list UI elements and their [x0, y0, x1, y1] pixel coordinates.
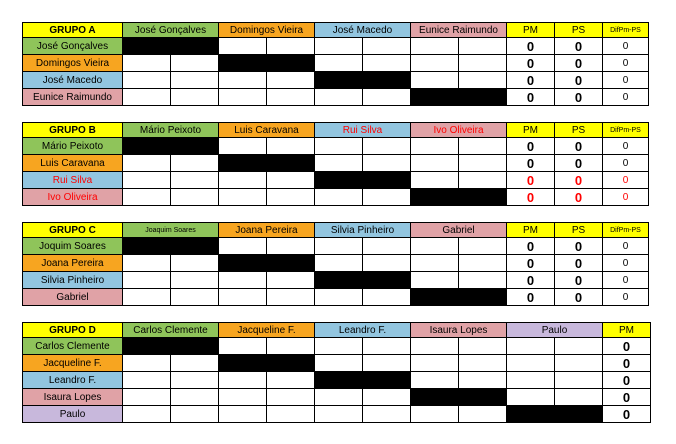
score-cell-right[interactable]	[363, 55, 411, 72]
score-cell-left[interactable]	[411, 55, 459, 72]
score-cell-right[interactable]	[267, 172, 315, 189]
score-cell-right[interactable]	[171, 289, 219, 306]
self-match-blocked-cell	[411, 389, 507, 406]
score-cell-left[interactable]	[123, 55, 171, 72]
score-cell-left[interactable]	[123, 189, 171, 206]
score-cell-left[interactable]	[123, 255, 171, 272]
score-cell-right[interactable]	[363, 289, 411, 306]
score-cell-left[interactable]	[123, 355, 171, 372]
stat-header: PM	[507, 223, 555, 238]
score-cell-left[interactable]	[411, 238, 459, 255]
score-cell-left[interactable]	[315, 389, 363, 406]
score-cell-right[interactable]	[171, 255, 219, 272]
column-header-player: Carlos Clemente	[123, 323, 219, 338]
score-cell-left[interactable]	[315, 189, 363, 206]
score-cell-right[interactable]	[459, 338, 507, 355]
score-cell-right[interactable]	[363, 406, 411, 423]
group-header-row	[23, 323, 651, 338]
self-match-blocked-cell	[315, 172, 411, 189]
score-cell-left[interactable]	[315, 238, 363, 255]
self-match-blocked-cell	[219, 355, 315, 372]
score-cell-right[interactable]	[267, 238, 315, 255]
self-match-blocked-cell	[411, 189, 507, 206]
player-row	[23, 272, 649, 289]
points-value: 0	[507, 155, 555, 172]
score-cell-left[interactable]	[411, 255, 459, 272]
difference-value: 0	[603, 272, 649, 289]
score-cell-left[interactable]	[411, 406, 459, 423]
score-cell-right[interactable]	[267, 138, 315, 155]
stat-header: PM	[603, 323, 651, 338]
row-player-name: Carlos Clemente	[23, 338, 123, 355]
self-match-blocked-cell	[219, 155, 315, 172]
score-cell-left[interactable]	[315, 255, 363, 272]
score-cell-right[interactable]	[363, 355, 411, 372]
row-player-name: Ivo Oliveira	[23, 189, 123, 206]
score-cell-right[interactable]	[555, 355, 603, 372]
self-match-blocked-cell	[123, 138, 219, 155]
column-header-player: Luis Caravana	[219, 123, 315, 138]
score-cell-left[interactable]	[123, 155, 171, 172]
score-cell-left[interactable]	[315, 289, 363, 306]
score-cell-left[interactable]	[123, 406, 171, 423]
player-row	[23, 238, 649, 255]
score-cell-right[interactable]	[171, 172, 219, 189]
score-cell-right[interactable]	[171, 89, 219, 106]
player-row	[23, 406, 651, 423]
points-value: 0	[603, 406, 651, 423]
score-cell-right[interactable]	[171, 72, 219, 89]
player-row	[23, 72, 649, 89]
player-row	[23, 189, 649, 206]
score-cell-right[interactable]	[459, 238, 507, 255]
row-player-name: José Macedo	[23, 72, 123, 89]
score-cell-right[interactable]	[459, 172, 507, 189]
group-header-row	[23, 223, 649, 238]
score-cell-right[interactable]	[555, 338, 603, 355]
column-header-player: Silvia Pinheiro	[315, 223, 411, 238]
score-cell-right[interactable]	[267, 72, 315, 89]
score-cell-left[interactable]	[315, 355, 363, 372]
score-cell-left[interactable]	[411, 72, 459, 89]
score-cell-right[interactable]	[363, 89, 411, 106]
row-player-name: José Gonçalves	[23, 38, 123, 55]
score-cell-right[interactable]	[555, 372, 603, 389]
player-row	[23, 172, 649, 189]
score-cell-left[interactable]	[219, 372, 267, 389]
points-value: 0	[555, 255, 603, 272]
group-header-row	[23, 23, 649, 38]
score-cell-left[interactable]	[411, 38, 459, 55]
points-value: 0	[507, 272, 555, 289]
score-cell-left[interactable]	[315, 55, 363, 72]
self-match-blocked-cell	[507, 406, 603, 423]
points-value: 0	[603, 338, 651, 355]
score-cell-right[interactable]	[171, 355, 219, 372]
score-cell-left[interactable]	[123, 372, 171, 389]
group-d-table	[22, 322, 651, 423]
score-cell-left[interactable]	[123, 72, 171, 89]
score-cell-left[interactable]	[219, 272, 267, 289]
self-match-blocked-cell	[315, 272, 411, 289]
score-cell-right[interactable]	[171, 155, 219, 172]
group-title: GRUPO C	[23, 223, 123, 238]
row-player-name: Joquim Soares	[23, 238, 123, 255]
points-value: 0	[555, 38, 603, 55]
score-cell-right[interactable]	[267, 38, 315, 55]
score-cell-left[interactable]	[411, 372, 459, 389]
column-header-player: Jacqueline F.	[219, 323, 315, 338]
score-cell-left[interactable]	[123, 272, 171, 289]
column-header-player: Joaquim Soares	[123, 223, 219, 238]
stat-header: DifPm-PS	[603, 23, 649, 38]
points-value: 0	[555, 55, 603, 72]
score-cell-left[interactable]	[411, 155, 459, 172]
row-player-name: Mário Peixoto	[23, 138, 123, 155]
points-value: 0	[507, 38, 555, 55]
column-header-player: Mário Peixoto	[123, 123, 219, 138]
difference-value: 0	[603, 138, 649, 155]
stat-header: PM	[507, 123, 555, 138]
points-value: 0	[507, 189, 555, 206]
score-cell-right[interactable]	[363, 189, 411, 206]
points-value: 0	[555, 238, 603, 255]
score-cell-left[interactable]	[507, 389, 555, 406]
points-value: 0	[603, 389, 651, 406]
score-cell-right[interactable]	[171, 189, 219, 206]
row-player-name: Jacqueline F.	[23, 355, 123, 372]
points-value: 0	[555, 289, 603, 306]
column-header-player: Isaura Lopes	[411, 323, 507, 338]
score-cell-left[interactable]	[507, 338, 555, 355]
difference-value: 0	[603, 238, 649, 255]
points-value: 0	[555, 189, 603, 206]
score-cell-left[interactable]	[411, 272, 459, 289]
score-cell-right[interactable]	[267, 406, 315, 423]
points-value: 0	[507, 72, 555, 89]
score-cell-left[interactable]	[219, 338, 267, 355]
score-cell-left[interactable]	[219, 289, 267, 306]
player-row	[23, 138, 649, 155]
group-c-table	[22, 222, 649, 306]
score-cell-right[interactable]	[267, 189, 315, 206]
score-cell-right[interactable]	[267, 338, 315, 355]
score-cell-left[interactable]	[219, 189, 267, 206]
points-value: 0	[555, 138, 603, 155]
player-row	[23, 89, 649, 106]
difference-value: 0	[603, 289, 649, 306]
score-cell-right[interactable]	[459, 406, 507, 423]
score-cell-left[interactable]	[507, 372, 555, 389]
score-cell-left[interactable]	[219, 389, 267, 406]
points-value: 0	[507, 255, 555, 272]
column-header-player: Rui Silva	[315, 123, 411, 138]
score-cell-left[interactable]	[507, 355, 555, 372]
difference-value: 0	[603, 89, 649, 106]
player-row	[23, 255, 649, 272]
row-player-name: Paulo	[23, 406, 123, 423]
score-cell-right[interactable]	[171, 372, 219, 389]
score-cell-right[interactable]	[363, 38, 411, 55]
player-row	[23, 372, 651, 389]
stat-header: PS	[555, 23, 603, 38]
score-cell-right[interactable]	[459, 372, 507, 389]
score-cell-right[interactable]	[459, 155, 507, 172]
points-value: 0	[603, 355, 651, 372]
difference-value: 0	[603, 155, 649, 172]
stat-header: PM	[507, 23, 555, 38]
score-cell-right[interactable]	[171, 272, 219, 289]
points-value: 0	[507, 172, 555, 189]
score-cell-right[interactable]	[171, 55, 219, 72]
self-match-blocked-cell	[411, 289, 507, 306]
group-a-table	[22, 22, 649, 106]
score-cell-left[interactable]	[315, 338, 363, 355]
row-player-name: Leandro F.	[23, 372, 123, 389]
score-cell-right[interactable]	[555, 389, 603, 406]
score-cell-right[interactable]	[459, 72, 507, 89]
self-match-blocked-cell	[219, 55, 315, 72]
self-match-blocked-cell	[411, 89, 507, 106]
score-cell-right[interactable]	[363, 389, 411, 406]
column-header-player: Joana Pereira	[219, 223, 315, 238]
score-cell-right[interactable]	[267, 289, 315, 306]
score-cell-left[interactable]	[315, 406, 363, 423]
score-cell-left[interactable]	[411, 355, 459, 372]
score-cell-right[interactable]	[267, 389, 315, 406]
score-cell-left[interactable]	[219, 38, 267, 55]
score-cell-right[interactable]	[363, 155, 411, 172]
score-cell-left[interactable]	[411, 172, 459, 189]
group-b-table	[22, 122, 649, 206]
score-cell-left[interactable]	[219, 238, 267, 255]
group-header-row	[23, 123, 649, 138]
points-value: 0	[507, 138, 555, 155]
score-cell-left[interactable]	[315, 38, 363, 55]
score-cell-right[interactable]	[459, 38, 507, 55]
difference-value: 0	[603, 255, 649, 272]
points-value: 0	[555, 272, 603, 289]
score-cell-left[interactable]	[315, 155, 363, 172]
score-cell-left[interactable]	[315, 138, 363, 155]
score-cell-left[interactable]	[219, 138, 267, 155]
column-header-player: José Macedo	[315, 23, 411, 38]
stat-header: DifPm-PS	[603, 223, 649, 238]
player-row	[23, 38, 649, 55]
player-row	[23, 55, 649, 72]
stat-header: DifPm-PS	[603, 123, 649, 138]
score-cell-left[interactable]	[123, 172, 171, 189]
difference-value: 0	[603, 189, 649, 206]
stat-header: PS	[555, 123, 603, 138]
row-player-name: Domingos Vieira	[23, 55, 123, 72]
column-header-player: Eunice Raimundo	[411, 23, 507, 38]
stat-header: PS	[555, 223, 603, 238]
points-value: 0	[555, 155, 603, 172]
row-player-name: Luis Caravana	[23, 155, 123, 172]
score-cell-right[interactable]	[459, 55, 507, 72]
score-cell-right[interactable]	[363, 338, 411, 355]
score-cell-right[interactable]	[363, 238, 411, 255]
self-match-blocked-cell	[123, 338, 219, 355]
score-cell-left[interactable]	[219, 72, 267, 89]
group-title: GRUPO D	[23, 323, 123, 338]
score-cell-left[interactable]	[411, 138, 459, 155]
column-header-player: Gabriel	[411, 223, 507, 238]
player-row	[23, 338, 651, 355]
score-cell-left[interactable]	[123, 289, 171, 306]
self-match-blocked-cell	[315, 372, 411, 389]
row-player-name: Isaura Lopes	[23, 389, 123, 406]
column-header-player: Ivo Oliveira	[411, 123, 507, 138]
column-header-player: José Gonçalves	[123, 23, 219, 38]
score-cell-right[interactable]	[459, 255, 507, 272]
score-cell-right[interactable]	[267, 272, 315, 289]
points-value: 0	[603, 372, 651, 389]
player-row	[23, 389, 651, 406]
points-value: 0	[507, 238, 555, 255]
score-cell-right[interactable]	[363, 255, 411, 272]
self-match-blocked-cell	[123, 238, 219, 255]
score-cell-left[interactable]	[123, 89, 171, 106]
group-title: GRUPO B	[23, 123, 123, 138]
score-cell-right[interactable]	[459, 138, 507, 155]
score-cell-right[interactable]	[459, 272, 507, 289]
player-row	[23, 355, 651, 372]
score-cell-left[interactable]	[123, 389, 171, 406]
row-player-name: Joana Pereira	[23, 255, 123, 272]
column-header-player: Leandro F.	[315, 323, 411, 338]
score-cell-right[interactable]	[171, 406, 219, 423]
column-header-player: Domingos Vieira	[219, 23, 315, 38]
difference-value: 0	[603, 72, 649, 89]
score-cell-right[interactable]	[267, 89, 315, 106]
points-value: 0	[507, 89, 555, 106]
points-value: 0	[555, 72, 603, 89]
score-cell-left[interactable]	[315, 89, 363, 106]
self-match-blocked-cell	[123, 38, 219, 55]
points-value: 0	[555, 89, 603, 106]
points-value: 0	[507, 289, 555, 306]
self-match-blocked-cell	[219, 255, 315, 272]
difference-value: 0	[603, 172, 649, 189]
points-value: 0	[507, 55, 555, 72]
player-row	[23, 155, 649, 172]
score-cell-left[interactable]	[411, 338, 459, 355]
score-cell-right[interactable]	[363, 138, 411, 155]
row-player-name: Silvia Pinheiro	[23, 272, 123, 289]
player-row	[23, 289, 649, 306]
difference-value: 0	[603, 55, 649, 72]
score-cell-right[interactable]	[459, 355, 507, 372]
score-cell-right[interactable]	[267, 372, 315, 389]
score-cell-left[interactable]	[219, 172, 267, 189]
score-cell-left[interactable]	[219, 89, 267, 106]
group-title: GRUPO A	[23, 23, 123, 38]
difference-value: 0	[603, 38, 649, 55]
points-value: 0	[555, 172, 603, 189]
score-cell-left[interactable]	[219, 406, 267, 423]
self-match-blocked-cell	[315, 72, 411, 89]
column-header-player: Paulo	[507, 323, 603, 338]
score-cell-right[interactable]	[171, 389, 219, 406]
row-player-name: Rui Silva	[23, 172, 123, 189]
row-player-name: Eunice Raimundo	[23, 89, 123, 106]
row-player-name: Gabriel	[23, 289, 123, 306]
